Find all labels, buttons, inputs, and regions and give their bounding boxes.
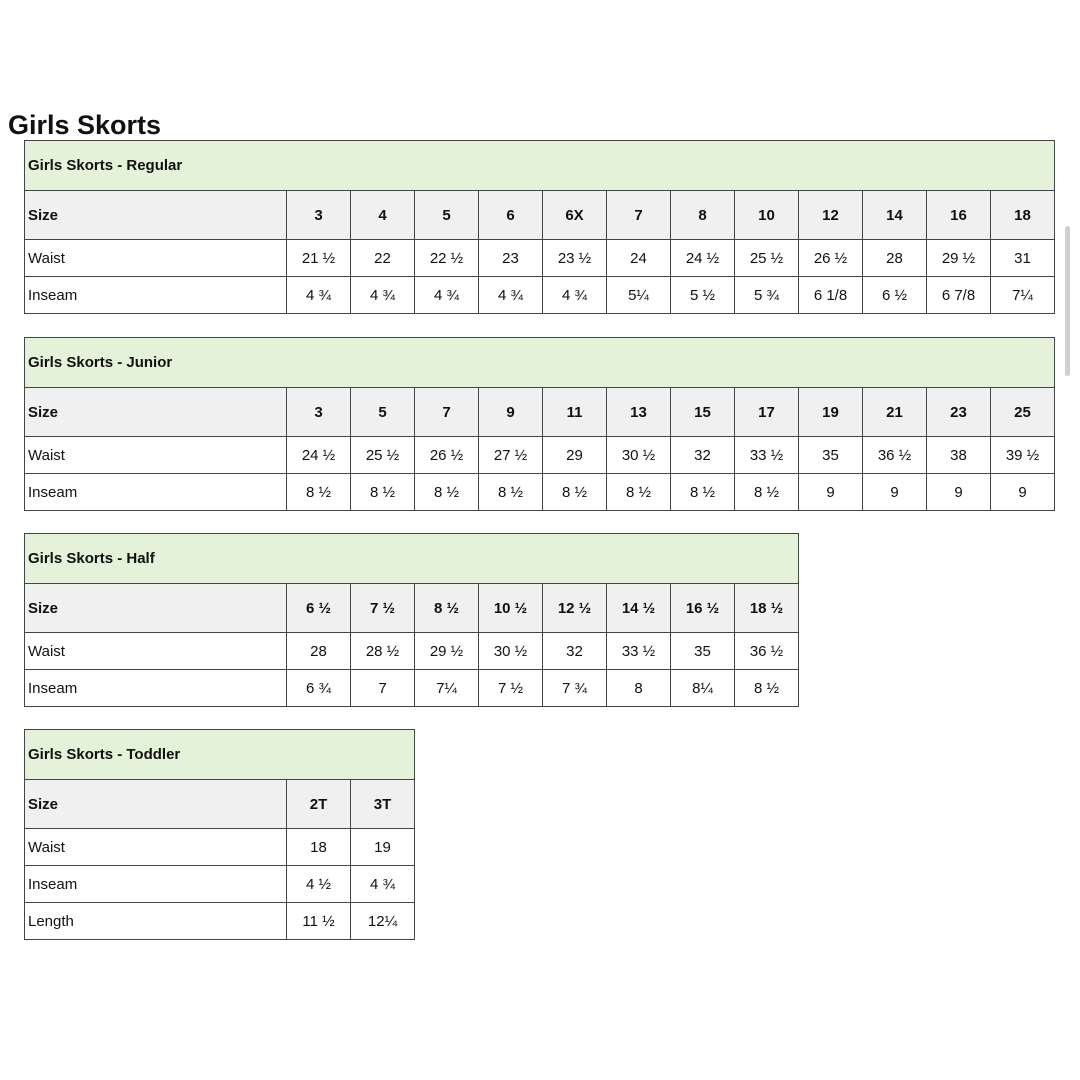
measurement-value: 6 ¾ [287,670,351,707]
table-title: Girls Skorts - Regular [25,141,1055,191]
size-header-cell: 14 [863,191,927,240]
measurement-value: 32 [543,633,607,670]
measurement-value: 4 ¾ [351,277,415,314]
measurement-value: 4 ½ [287,866,351,903]
measurement-value: 18 [287,829,351,866]
table-title-row [25,730,415,780]
measurement-value: 23 ½ [543,240,607,277]
measurement-value: 9 [863,474,927,511]
measurement-value: 9 [799,474,863,511]
measurement-value: 36 ½ [735,633,799,670]
measurement-value: 28 ½ [351,633,415,670]
measurement-label: Inseam [25,277,287,314]
measurement-value: 9 [927,474,991,511]
measurement-value: 6 ½ [863,277,927,314]
measurement-value: 26 ½ [415,437,479,474]
size-table-half [24,533,799,707]
size-header-cell: 25 [991,388,1055,437]
measurement-value: 38 [927,437,991,474]
measurement-value: 23 [479,240,543,277]
size-header-cell: 3 [287,388,351,437]
measurement-value: 33 ½ [607,633,671,670]
measurement-row [25,474,1055,511]
measurement-value: 29 ½ [927,240,991,277]
measurement-value: 8 ½ [543,474,607,511]
measurement-label: Inseam [25,474,287,511]
size-header-cell: 2T [287,780,351,829]
measurement-value: 6 7/8 [927,277,991,314]
measurement-value: 22 [351,240,415,277]
measurement-value: 29 ½ [415,633,479,670]
size-table-regular [24,140,1055,314]
size-header-label: Size [25,388,287,437]
size-header-cell: 11 [543,388,607,437]
size-header-cell: 3T [351,780,415,829]
measurement-value: 5 ¾ [735,277,799,314]
measurement-value: 21 ½ [287,240,351,277]
measurement-value: 4 ¾ [543,277,607,314]
size-header-row [25,191,1055,240]
size-header-row [25,584,799,633]
measurement-value: 24 ½ [671,240,735,277]
size-header-cell: 4 [351,191,415,240]
table-title: Girls Skorts - Half [25,534,799,584]
size-header-cell: 18 [991,191,1055,240]
size-header-cell: 5 [351,388,415,437]
size-header-row [25,388,1055,437]
measurement-value: 8 ½ [479,474,543,511]
measurement-label: Length [25,903,287,940]
size-header-cell: 19 [799,388,863,437]
measurement-value: 24 [607,240,671,277]
measurement-value: 6 1/8 [799,277,863,314]
measurement-value: 22 ½ [415,240,479,277]
measurement-label: Waist [25,437,287,474]
measurement-value: 7 [351,670,415,707]
size-header-label: Size [25,191,287,240]
measurement-value: 31 [991,240,1055,277]
measurement-value: 5 ½ [671,277,735,314]
measurement-row [25,866,415,903]
table-title-row [25,141,1055,191]
measurement-value: 7 ½ [479,670,543,707]
scrollbar-thumb[interactable] [1065,226,1070,376]
table-title: Girls Skorts - Toddler [25,730,415,780]
measurement-value: 4 ¾ [287,277,351,314]
measurement-value: 8 ½ [287,474,351,511]
measurement-label: Waist [25,633,287,670]
measurement-value: 7 ¾ [543,670,607,707]
size-table-junior [24,337,1055,511]
page-title: Girls Skorts [8,110,162,140]
measurement-value: 7¼ [991,277,1055,314]
measurement-value: 25 ½ [735,240,799,277]
size-header-cell: 16 [927,191,991,240]
measurement-value: 8 ½ [735,474,799,511]
size-header-cell: 12 ½ [543,584,607,633]
measurement-row [25,277,1055,314]
measurement-value: 8 ½ [415,474,479,511]
size-header-cell: 9 [479,388,543,437]
measurement-value: 8 [607,670,671,707]
size-header-cell: 7 [607,191,671,240]
measurement-row [25,437,1055,474]
measurement-label: Inseam [25,670,287,707]
measurement-value: 25 ½ [351,437,415,474]
measurement-value: 39 ½ [991,437,1055,474]
measurement-row [25,670,799,707]
measurement-label: Waist [25,240,287,277]
table-title-row [25,338,1055,388]
measurement-value: 27 ½ [479,437,543,474]
size-table-toddler [24,729,415,940]
size-header-cell: 7 ½ [351,584,415,633]
size-header-cell: 13 [607,388,671,437]
measurement-value: 8 ½ [671,474,735,511]
measurement-row [25,240,1055,277]
size-header-cell: 6 [479,191,543,240]
measurement-value: 35 [799,437,863,474]
measurement-value: 28 [863,240,927,277]
size-header-cell: 10 ½ [479,584,543,633]
measurement-value: 19 [351,829,415,866]
size-header-cell: 8 ½ [415,584,479,633]
size-header-cell: 7 [415,388,479,437]
measurement-value: 26 ½ [799,240,863,277]
measurement-value: 11 ½ [287,903,351,940]
measurement-value: 12¼ [351,903,415,940]
size-header-cell: 6X [543,191,607,240]
measurement-value: 33 ½ [735,437,799,474]
size-header-cell: 15 [671,388,735,437]
measurement-value: 5¼ [607,277,671,314]
size-header-cell: 16 ½ [671,584,735,633]
size-header-label: Size [25,780,287,829]
measurement-value: 4 ¾ [415,277,479,314]
measurement-value: 8¼ [671,670,735,707]
measurement-label: Waist [25,829,287,866]
table-title-row [25,534,799,584]
size-header-cell: 10 [735,191,799,240]
measurement-value: 8 ½ [735,670,799,707]
measurement-value: 7¼ [415,670,479,707]
size-header-label: Size [25,584,287,633]
measurement-row [25,829,415,866]
size-header-cell: 6 ½ [287,584,351,633]
size-header-cell: 8 [671,191,735,240]
table-title: Girls Skorts - Junior [25,338,1055,388]
size-header-cell: 5 [415,191,479,240]
measurement-value: 4 ¾ [479,277,543,314]
measurement-value: 32 [671,437,735,474]
measurement-value: 35 [671,633,735,670]
size-header-cell: 3 [287,191,351,240]
measurement-row [25,903,415,940]
size-header-cell: 17 [735,388,799,437]
measurement-value: 36 ½ [863,437,927,474]
size-header-cell: 12 [799,191,863,240]
measurement-value: 4 ¾ [351,866,415,903]
size-header-cell: 18 ½ [735,584,799,633]
measurement-value: 9 [991,474,1055,511]
measurement-value: 28 [287,633,351,670]
size-header-row [25,780,415,829]
measurement-row [25,633,799,670]
size-header-cell: 14 ½ [607,584,671,633]
measurement-value: 8 ½ [607,474,671,511]
measurement-value: 24 ½ [287,437,351,474]
measurement-value: 30 ½ [607,437,671,474]
measurement-value: 30 ½ [479,633,543,670]
measurement-value: 29 [543,437,607,474]
measurement-label: Inseam [25,866,287,903]
size-header-cell: 23 [927,388,991,437]
measurement-value: 8 ½ [351,474,415,511]
size-header-cell: 21 [863,388,927,437]
